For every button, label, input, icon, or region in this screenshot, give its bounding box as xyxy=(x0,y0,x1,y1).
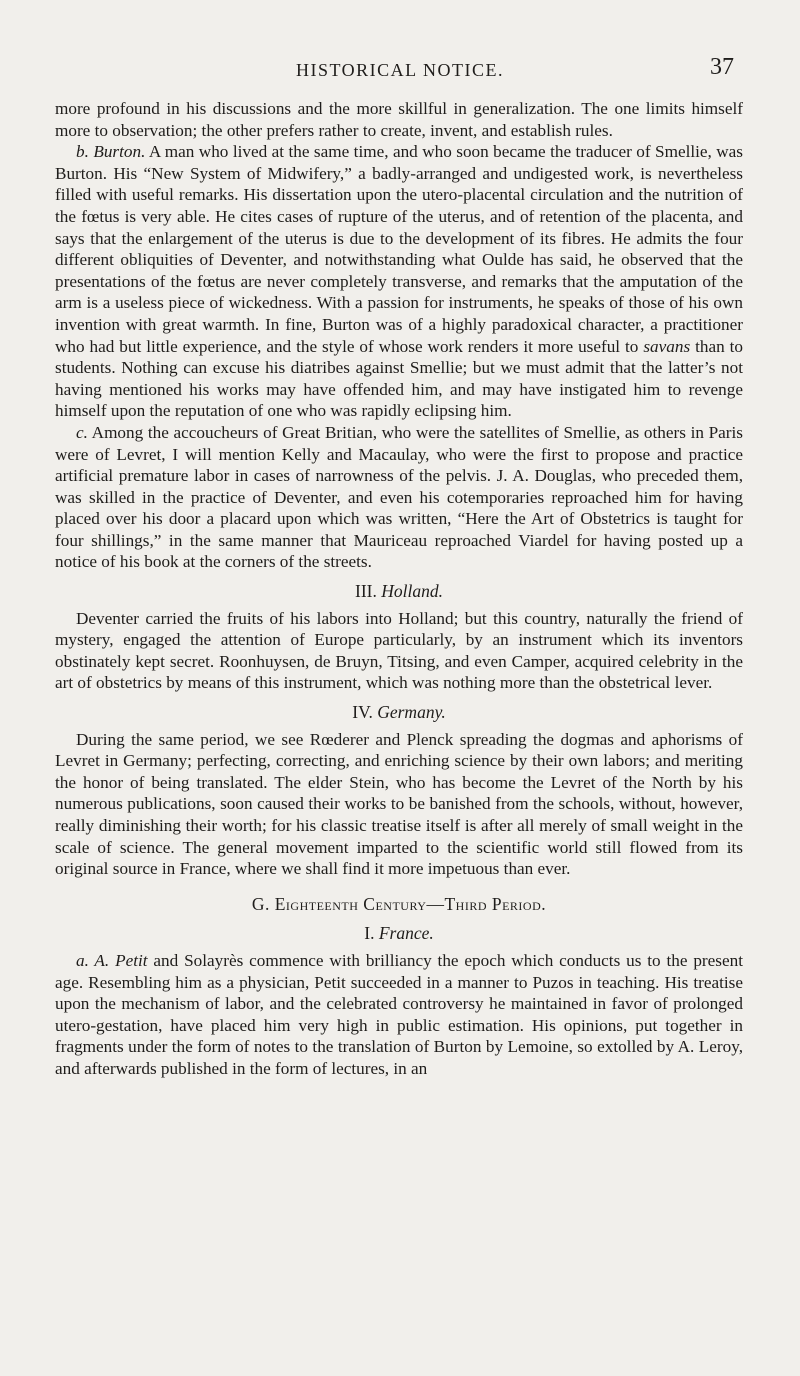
paragraph-petit-text: and Solayrès commence with brilliancy the epoch which conducts us to the present age. Resembling him as a physician, Petit succeeded in a manner to Puzos in teaching. His treatise upon the mechanism of labor, and the celebrated controversy he maintained in favor of prolonged utero-gestation, have placed him very high in public estimation. His opinions, put together in fragments under the form of notes to the translation of Burton by Lemoine, so extolled by A. Leroy, and afterwards published in the form of lectures, in an xyxy=(55,950,743,1078)
heading-place-name: France. xyxy=(378,923,434,944)
heading-france xyxy=(55,923,743,945)
heading-holland xyxy=(55,581,743,603)
heading-eighteenth-century: G. Eighteenth Century—Third Period. xyxy=(251,893,547,914)
body-text xyxy=(55,98,743,1080)
paragraph-burton-text-end: than to students. Nothing can excuse his diatribes against Smellie; but we must admit that the latter’s not having mentioned his works may have offended him, and may have instigated him to revenge himself upon the reputation of one who was rapidly eclipsing him. xyxy=(55,336,743,421)
paragraph-accoucheurs xyxy=(55,422,743,573)
paragraph-continuation: more profound in his discussions and the more skillful in generalization. The one limits himself more to observation; the other prefers rather to create, invent, and establish rules. xyxy=(55,99,743,140)
section-marker-c: c. xyxy=(76,422,88,442)
section-marker-burton: b. Burton. xyxy=(76,142,146,162)
paragraph-burton-text: A man who lived at the same time, and who soon became the traducer of Smellie, was Burton. His “New System of Midwifery,” a badly-arranged and undigested work, is nevertheless filled with useful remarks. His dissertation upon the utero-placental circulation and the nutrition of the fœtus is very able. He cites cases of rupture of the uterus, and of retention of the placenta, and says that the enlargement of the uterus is due to the development of its fibres. He admits the four different obliquities of Deventer, and notwithstanding what Oulde has said, he observed that the presentations of the fœtus are never completely transverse, and remarks that the amputation of the arm is a useless piece of wickedness. With a passion for instruments, he speaks of those of his own invention with great warmth. In fine, Burton was of a highly paradoxical character, a practitioner who had but little experience, and the style of whose work renders it more useful to xyxy=(55,142,743,356)
heading-place-name: Holland. xyxy=(381,581,443,602)
paragraph-petit xyxy=(55,950,743,1080)
page-number: 37 xyxy=(710,54,734,80)
heading-germany-text: IV. Germany. xyxy=(352,702,446,723)
page-header xyxy=(0,54,800,84)
italic-savans: savans xyxy=(643,336,691,356)
paragraph-burton xyxy=(55,141,743,422)
heading-holland-text: III. Holland. xyxy=(355,581,443,602)
paragraph-accoucheurs-text: Among the accoucheurs of Great Britian, who were the satellites of Smellie, as others in Paris were of Levret, I will mention Kelly and Macaulay, who were the first to propose and practice artificial premature labor in cases of narrowness of the pelvis. J. A. Douglas, who preceded them, was skilled in the practice of Deventer, and even his cotemporaries reproached him for having placed over his door a placard upon which was written, “Here the Art of Obstetrics is taught for four shillings,” in the same manner that Mauriceau reproached Viardel for having posted up a notice of his book at the corners of the streets. xyxy=(55,422,743,572)
section-marker-petit: a. A. Petit xyxy=(76,950,148,970)
heading-place-name: Germany. xyxy=(377,702,446,723)
running-head: HISTORICAL NOTICE. xyxy=(296,60,504,80)
heading-germany xyxy=(55,702,743,724)
paragraph-holland: Deventer carried the fruits of his labors into Holland; but this country, naturally the friend of mystery, engaged the attention of Europe particularly, by an instrument which its inventors obstinately kept secret. Roonhuysen, de Bruyn, Titsing, and even Camper, acquired celebrity in the art of obstetrics by means of this instrument, which was nothing more than the obstetrical lever. xyxy=(55,608,743,693)
heading-france-text: I. France. xyxy=(364,923,434,944)
paragraph-germany: During the same period, we see Rœderer and Plenck spreading the dogmas and aphorisms of Levret in Germany; perfecting, correcting, and enriching science by their own labors; and meriting the honor of being translated. The elder Stein, who has become the Levret of the North by his numerous publications, soon caused their works to be banished from the schools, without, however, really diminishing their worth; for his classic treatise itself is after all merely of small weight in the scale of science. The general movement imparted to the scientific world still flowed from its original source in France, where we shall find it more impetuous than ever. xyxy=(55,729,743,879)
